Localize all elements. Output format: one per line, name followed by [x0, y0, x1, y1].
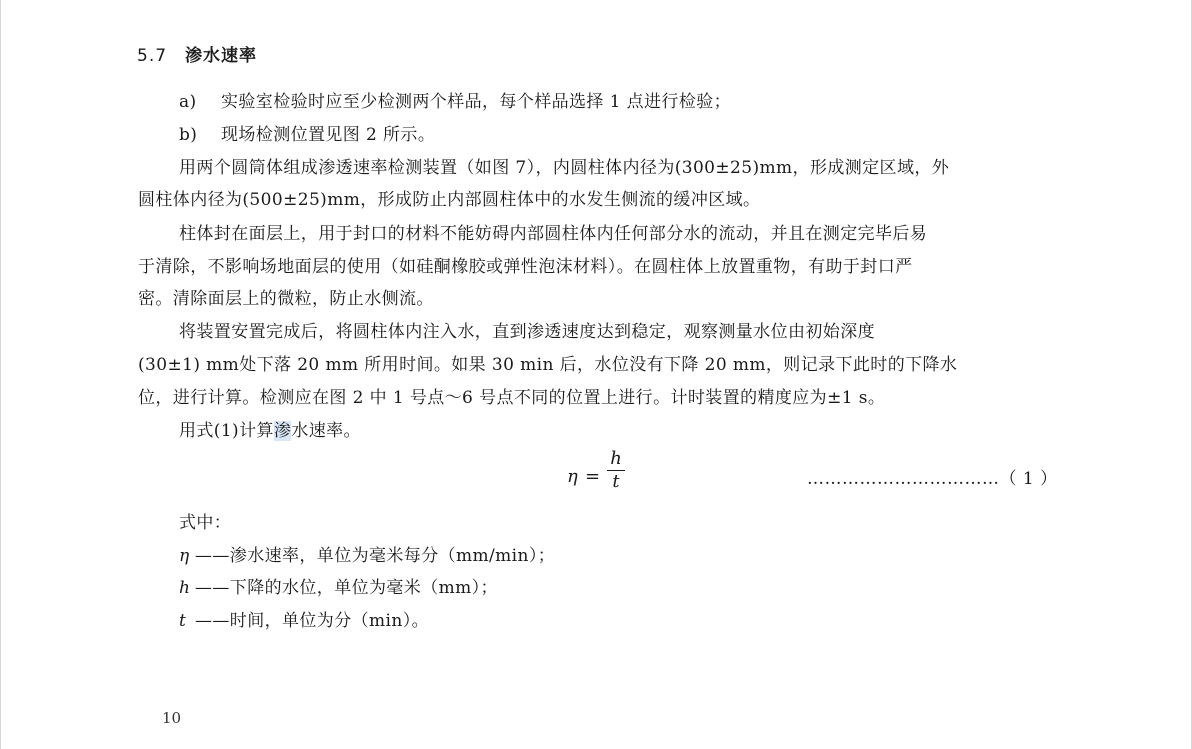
definition-symbol: t — [179, 611, 187, 631]
paragraph-line: 位，进行计算。检测应在图 2 中 1 号点～6 号点不同的位置上进行。计时装置的精度应为±1 s。 — [138, 388, 886, 408]
paragraph-line: 圆柱体内径为(500±25)mm，形成防止内部圆柱体中的水发生侧流的缓冲区域。 — [138, 190, 761, 210]
definition-text: ——渗水速率，单位为毫米每分（mm/min）； — [195, 546, 556, 566]
section-title: 渗水速率 — [185, 46, 258, 66]
paragraph-line: 于清除，不影响场地面层的使用（如硅酮橡胶或弹性泡沫材料）。在圆柱体上放置重物，有助于封口严 — [138, 257, 913, 277]
formula-equals: = — [585, 466, 601, 487]
equation-number: ……………………………（ 1 ） — [807, 469, 1058, 489]
list-item-label: b) — [179, 125, 198, 145]
list-item-text: 现场检测位置见图 2 所示。 — [221, 125, 436, 145]
definition-symbol: η — [179, 546, 190, 566]
paragraph-line: 柱体封在面层上，用于封口的材料不能妨碍内部圆柱体内任何部分水的流动，并且在测定完毕后易 — [179, 224, 928, 244]
definition-row — [179, 577, 1099, 599]
list-item-label: a) — [179, 92, 197, 112]
formula-denominator: t — [612, 471, 620, 492]
page-number: 10 — [162, 709, 182, 727]
list-item-text: 实验室检验时应至少检测两个样品，每个样品选择 1 点进行检验； — [221, 92, 732, 112]
formula-lhs: η — [567, 466, 578, 487]
list-item — [179, 124, 1099, 146]
formula-fraction — [607, 450, 625, 491]
formula-intro-text: 用式(1)计算 — [179, 421, 274, 441]
paragraph-line: 将装置安置完成后，将圆柱体内注入水，直到渗透速度达到稳定，观察测量水位由初始深度 — [179, 322, 875, 342]
definition-row — [179, 545, 1099, 567]
paragraph-line: 用两个圆筒体组成渗透速率检测装置（如图 7），内圆柱体内径为(300±25)mm，形成测定区域，外 — [179, 158, 950, 178]
paragraph-line: (30±1) mm处下落 20 mm 所用时间。如果 30 min 后，水位没有下降 20 mm，则记录下此时的下降水 — [138, 355, 958, 375]
formula-numerator: h — [610, 448, 622, 469]
where-label: 式中： — [179, 513, 232, 533]
text-selection-highlight[interactable]: 渗 — [273, 421, 292, 441]
paragraph-line: 密。清除面层上的微粒，防止水侧流。 — [138, 289, 434, 309]
definition-text: ——时间，单位为分（min）。 — [195, 611, 430, 631]
definition-row — [179, 610, 1099, 632]
section-heading — [137, 41, 257, 66]
list-item — [179, 91, 1099, 113]
definition-text: ——下降的水位，单位为毫米（mm）； — [195, 578, 498, 598]
section-number: 5.7 — [137, 46, 168, 66]
formula-intro — [179, 420, 1099, 442]
formula-intro-text: 水速率。 — [291, 421, 361, 441]
definition-symbol: h — [179, 578, 191, 598]
